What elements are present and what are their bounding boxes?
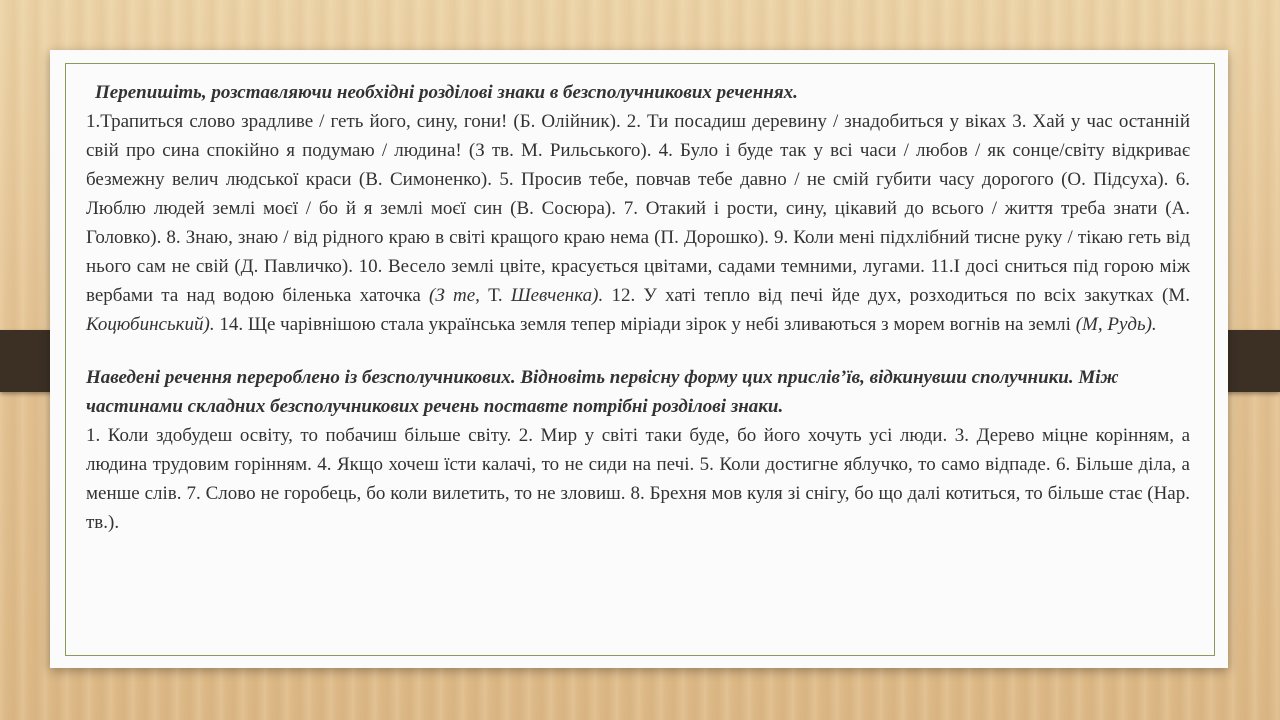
task1-source-3: (М, Рудь). xyxy=(1075,314,1157,335)
slide-content xyxy=(86,78,1190,537)
slide-card xyxy=(50,50,1228,668)
task1-source-2: Коцюбинський). xyxy=(86,314,215,335)
task1-text-part2: 12. У хаті тепло від печі йде дух, розходиться по всіх закутках (М. xyxy=(611,285,1190,306)
task1-heading: Перепишіть, розставляючи необхідні розділові знаки в безсполучникових реченнях. xyxy=(95,82,798,103)
task1-text-part3: 14. Ще чарівнішою стала українська земля тепер міріади зірок у небі зливаються з морем вогнів на землі xyxy=(219,314,1071,335)
task2-heading: Наведені речення перероблено із безсполучникових. Відновіть первісну форму цих прислів’їв, відкинувши сполучники. Між частинами складних безсполучникових речень поставте потрібні розділові знаки. xyxy=(86,367,1119,417)
section-spacer xyxy=(86,339,1190,363)
task2-body: 1. Коли здобудеш освіту, то побачиш більше світу. 2. Мир у світі таки буде, бо його хочуть усі люди. 3. Дерево міцне корінням, а людина трудовим горінням. 4. Якщо хочеш їсти калачі, то не сиди на печі. 5. Коли достигне яблучко, то само відпаде. 6. Більше діла, а менше слів. 7. Слово не горобець, бо коли вилетить, то не зловиш. 8. Брехня мов куля зі снігу, бо що далі котиться, то більше стає (Нар. тв.). xyxy=(86,425,1190,533)
task1-source-1b: Т. xyxy=(488,285,503,306)
task1-text-part1: 1.Трапиться слово зрадливе / геть його, сину, гони! (Б. Олійник). 2. Ти посадиш деревину / знадобиться у віках 3. Хай у час останній свій про сина спокійно я подумаю / людина! (З тв. М. Рильського). 4. Було і буде так у всі часи / любов / як сонце/світу відкриває безмежну велич людської краси (В. Симоненко). 5. Просив тебе, повчав тебе давно / не смій губити часу дорогого (О. Підсуха). 6. Люблю людей землі моєї / бо й я землі моєї син (В. Сосюра). 7. Отакий і рости, сину, цікавий до всього / життя треба знати (А. Головко). 8. Знаю, знаю / від рідного краю в світі кращого краю нема (П. Дорошко). 9. Коли мені підхлібний тисне руку / тікаю геть від нього сам не свій (Д. Павличко). 10. Весело землі цвіте, красується цвітами, садами темними, лугами. 11.І досі сниться під горою між вербами та над водою біленька хаточка xyxy=(86,111,1190,306)
task1-body xyxy=(86,107,1190,339)
task1-source-1c: Шевченка). xyxy=(510,285,604,306)
task1-source-1a: (З те, xyxy=(429,285,480,306)
